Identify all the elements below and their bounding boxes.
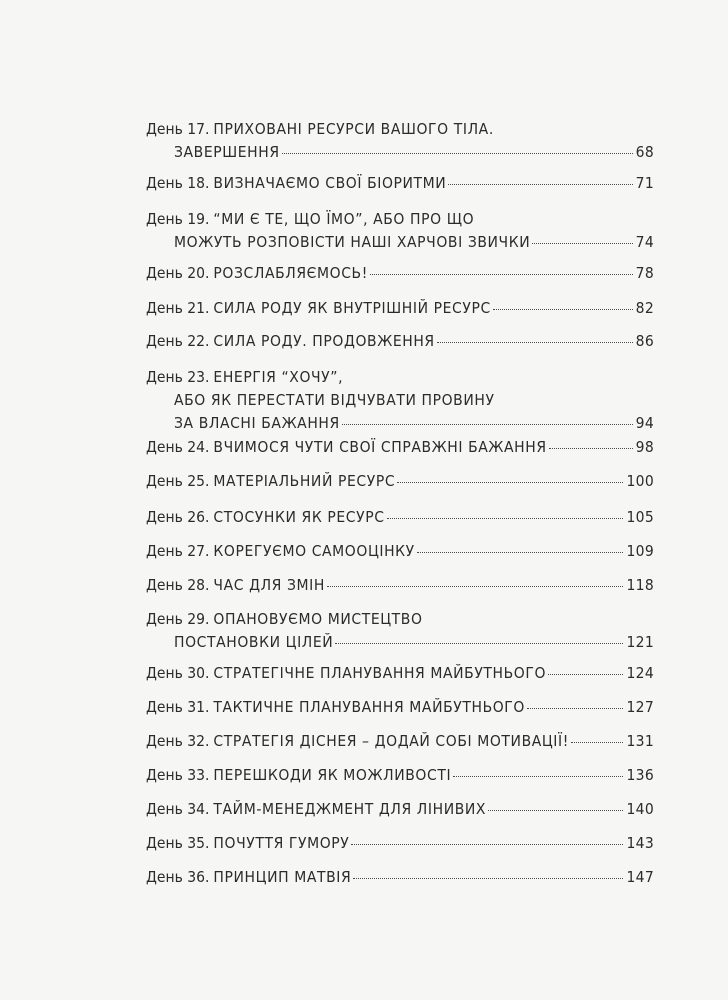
toc-entry-line	[146, 389, 654, 412]
toc-entry-line	[146, 412, 654, 435]
dot-leader	[493, 309, 633, 310]
dot-leader	[571, 742, 624, 743]
toc-entry-line	[146, 662, 654, 685]
entry-day-label: День 33.	[146, 766, 210, 784]
entry-day-label: День 21.	[146, 299, 210, 317]
dot-leader	[327, 586, 624, 587]
entry-title: ПЕРЕШКОДИ ЯК МОЖЛИВОСТІ	[213, 766, 452, 784]
entry-day-label: День 26.	[146, 508, 210, 526]
toc-entry-line	[146, 470, 654, 493]
toc-entry[interactable]	[146, 436, 654, 459]
toc-entry-line	[146, 631, 654, 654]
entry-title-continued: ЗАВЕРШЕННЯ	[174, 143, 280, 161]
toc-entry-line	[146, 540, 654, 563]
entry-day-label: День 19.	[146, 210, 210, 228]
toc-entry-line	[146, 231, 654, 254]
entry-title: ВЧИМОСЯ ЧУТИ СВОЇ СПРАВЖНІ БАЖАННЯ	[213, 438, 547, 456]
toc-entry-line	[146, 798, 654, 821]
toc-entry[interactable]	[146, 172, 654, 195]
toc-entry-line	[146, 608, 654, 631]
page-number: 100	[626, 472, 654, 490]
dot-leader	[488, 810, 623, 811]
page-number: 68	[635, 143, 654, 161]
toc-entry-line	[146, 574, 654, 597]
toc-entry-line	[146, 506, 654, 529]
toc-entry[interactable]	[146, 574, 654, 597]
entry-title: ТАЙМ-МЕНЕДЖМЕНТ ДЛЯ ЛІНИВИХ	[213, 800, 487, 818]
toc-entry-line	[146, 297, 654, 320]
dot-leader	[417, 552, 624, 553]
entry-day-label: День 25.	[146, 472, 210, 490]
toc-entry-line	[146, 764, 654, 787]
dot-leader	[335, 643, 623, 644]
entry-title: ПОЧУТТЯ ГУМОРУ	[213, 834, 350, 852]
page-number: 94	[635, 414, 654, 432]
toc-entry-line	[146, 208, 654, 231]
page-number: 98	[635, 438, 654, 456]
entry-title: ЕНЕРГІЯ “ХОЧУ”,	[213, 368, 344, 386]
entry-title: СТРАТЕГІЯ ДІСНЕЯ – ДОДАЙ СОБІ МОТИВАЦІЇ!	[213, 732, 569, 750]
entry-title: ПРИНЦИП МАТВІЯ	[213, 868, 352, 886]
entry-day-label: День 17.	[146, 120, 210, 138]
toc-entry[interactable]	[146, 470, 654, 493]
entry-day-label: День 36.	[146, 868, 210, 886]
entry-day-label: День 28.	[146, 576, 210, 594]
toc-entry[interactable]	[146, 866, 654, 889]
page-number: 143	[626, 834, 654, 852]
entry-day-label: День 32.	[146, 732, 210, 750]
entry-title: ОПАНОВУЄМО МИСТЕЦТВО	[213, 610, 423, 628]
entry-title: СИЛА РОДУ ЯК ВНУТРІШНІЙ РЕСУРС	[213, 299, 491, 317]
page-number: 136	[626, 766, 654, 784]
toc-entry[interactable]	[146, 297, 654, 320]
entry-day-label: День 31.	[146, 698, 210, 716]
dot-leader	[387, 518, 624, 519]
page-number: 118	[626, 576, 654, 594]
entry-title: СТОСУНКИ ЯК РЕСУРС	[213, 508, 385, 526]
entry-title: ЧАС ДЛЯ ЗМІН	[213, 576, 325, 594]
dot-leader	[437, 342, 633, 343]
toc-entry[interactable]	[146, 366, 654, 435]
page-number: 82	[635, 299, 654, 317]
entry-day-label: День 29.	[146, 610, 210, 628]
toc-entry[interactable]	[146, 730, 654, 753]
page-number: 140	[626, 800, 654, 818]
entry-title: КОРЕГУЄМО САМООЦІНКУ	[213, 542, 415, 560]
entry-day-label: День 34.	[146, 800, 210, 818]
toc-entry-line	[146, 866, 654, 889]
toc-entry-line	[146, 696, 654, 719]
toc-entry-line	[146, 832, 654, 855]
toc-entry-line	[146, 118, 654, 141]
entry-title: СТРАТЕГІЧНЕ ПЛАНУВАННЯ МАЙБУТНЬОГО	[213, 664, 547, 682]
toc-entry-line	[146, 436, 654, 459]
dot-leader	[549, 448, 633, 449]
toc-entry[interactable]	[146, 832, 654, 855]
dot-leader	[370, 274, 633, 275]
page-number: 78	[635, 264, 654, 282]
entry-day-label: День 24.	[146, 438, 210, 456]
page-number: 121	[626, 633, 654, 651]
toc-entry-line	[146, 262, 654, 285]
toc-entry-line	[146, 172, 654, 195]
dot-leader	[282, 153, 633, 154]
page-number: 147	[626, 868, 654, 886]
toc-entry[interactable]	[146, 696, 654, 719]
toc-entry[interactable]	[146, 506, 654, 529]
entry-title: ПРИХОВАНІ РЕСУРСИ ВАШОГО ТІЛА.	[213, 120, 494, 138]
page-number: 71	[635, 174, 654, 192]
entry-title: РОЗСЛАБЛЯЄМОСЬ!	[213, 264, 368, 282]
dot-leader	[532, 243, 632, 244]
entry-title-continued: МОЖУТЬ РОЗПОВІСТИ НАШІ ХАРЧОВІ ЗВИЧКИ	[174, 233, 531, 251]
dot-leader	[527, 708, 623, 709]
entry-title: МАТЕРІАЛЬНИЙ РЕСУРС	[213, 472, 396, 490]
toc-entry-line	[146, 730, 654, 753]
page-number: 131	[626, 732, 654, 750]
entry-day-label: День 22.	[146, 332, 210, 350]
dot-leader	[342, 424, 633, 425]
entry-title: СИЛА РОДУ. ПРОДОВЖЕННЯ	[213, 332, 435, 350]
entry-day-label: День 30.	[146, 664, 210, 682]
entry-day-label: День 27.	[146, 542, 210, 560]
page-number: 124	[626, 664, 654, 682]
entry-title: ВИЗНАЧАЄМО СВОЇ БІОРИТМИ	[213, 174, 447, 192]
toc-entry[interactable]	[146, 608, 654, 654]
page-number: 127	[626, 698, 654, 716]
entry-title-continued: ПОСТАНОВКИ ЦІЛЕЙ	[174, 633, 334, 651]
toc-entry[interactable]	[146, 662, 654, 685]
dot-leader	[453, 776, 623, 777]
dot-leader	[353, 878, 623, 879]
page-number: 74	[635, 233, 654, 251]
toc-entry[interactable]	[146, 208, 654, 254]
toc-entry[interactable]	[146, 330, 654, 353]
page-number: 109	[626, 542, 654, 560]
toc-entry-line	[146, 141, 654, 164]
entry-day-label: День 20.	[146, 264, 210, 282]
toc-entry[interactable]	[146, 118, 654, 164]
entry-title-continued: АБО ЯК ПЕРЕСТАТИ ВІДЧУВАТИ ПРОВИНУ	[174, 391, 495, 409]
page-number: 86	[635, 332, 654, 350]
dot-leader	[548, 674, 623, 675]
toc-entry[interactable]	[146, 540, 654, 563]
entry-title: ТАКТИЧНЕ ПЛАНУВАННЯ МАЙБУТНЬОГО	[213, 698, 525, 716]
toc-entry[interactable]	[146, 798, 654, 821]
dot-leader	[397, 482, 623, 483]
entry-day-label: День 35.	[146, 834, 210, 852]
dot-leader	[448, 184, 632, 185]
entry-day-label: День 23.	[146, 368, 210, 386]
entry-day-label: День 18.	[146, 174, 210, 192]
toc-entry-line	[146, 366, 654, 389]
entry-title: “МИ Є ТЕ, ЩО ЇМО”, АБО ПРО ЩО	[213, 210, 475, 228]
dot-leader	[351, 844, 623, 845]
toc-entry[interactable]	[146, 262, 654, 285]
toc-entry-line	[146, 330, 654, 353]
entry-title-continued: ЗА ВЛАСНІ БАЖАННЯ	[174, 414, 340, 432]
toc-entry[interactable]	[146, 764, 654, 787]
page-number: 105	[626, 508, 654, 526]
